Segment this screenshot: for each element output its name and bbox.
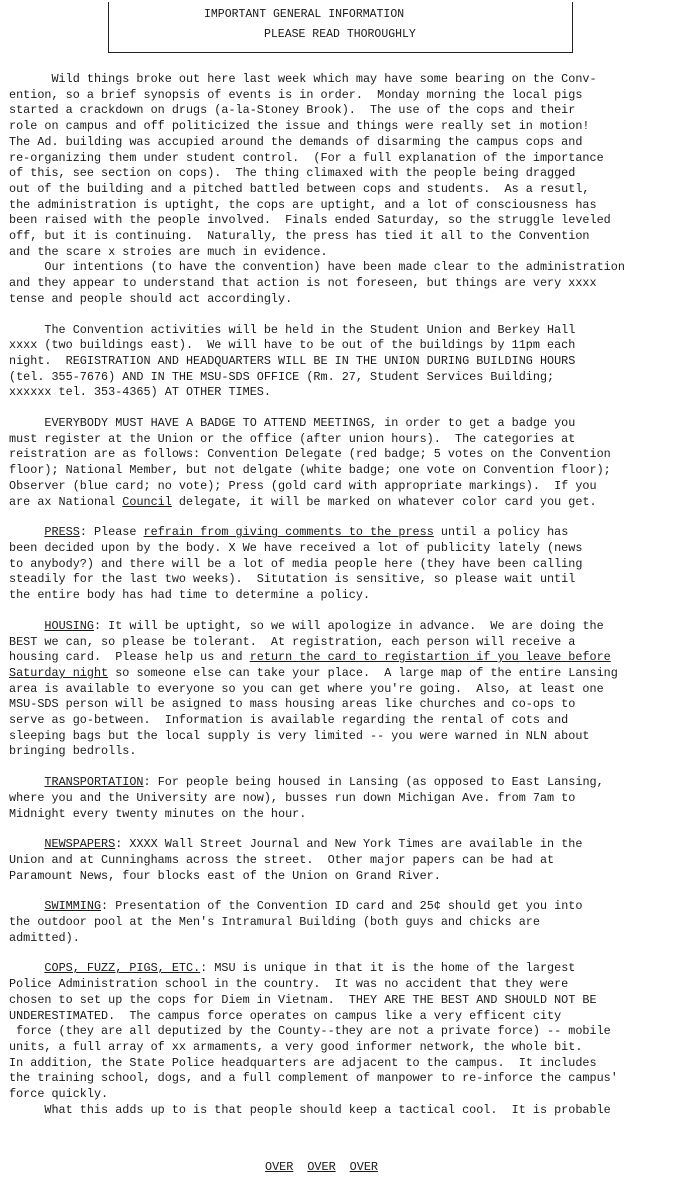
text-line: of this, see section on cops). The thing climaxed with the people being dragged <box>9 166 576 181</box>
text-line: night. REGISTRATION AND HEADQUARTERS WILL BE IN THE UNION DURING BUILDING HOURS <box>9 353 576 368</box>
housing-underlined-2: Saturday night <box>9 665 109 680</box>
transportation-section <box>9 775 693 822</box>
text-line: force quickly. <box>9 1087 109 1102</box>
text-line: Midnight every twenty minutes on the hour. <box>9 806 307 821</box>
text-line: floor); National Member, but not delgate (white badge; one vote on Convention floor); <box>9 463 611 478</box>
text-line: steadily for the last two weeks). Situtation is sensitive, so please wait until <box>9 572 576 587</box>
text-line: In addition, the State Police headquarters are adjacent to the campus. It includes <box>9 1055 597 1070</box>
text-line: What this adds up to is that people should keep a tactical cool. It is probable <box>9 1102 611 1117</box>
text-fragment: : XXXX Wall Street Journal and New York Times are available in the <box>115 837 583 852</box>
text-line: re-organizing them under student control. (For a full explanation of the importance <box>9 150 604 165</box>
text-line: Observer (blue card; no vote); Press (gold card with appropriate markings). If you <box>9 478 597 493</box>
housing-underlined: return the card to registartion if you leave before <box>249 650 611 665</box>
text-line <box>9 961 693 977</box>
text-line: serve as go-between. Information is available regarding the rental of cots and <box>9 713 569 728</box>
text-line: bringing bedrolls. <box>9 744 137 759</box>
text-line: been raised with the people involved. Finals ended Saturday, so the struggle leveled <box>9 213 611 228</box>
text-line: role on campus and off politicized the issue and things were really set in motion! <box>9 119 590 134</box>
text-line: the training school, dogs, and a full complement of manpower to re-inforce the campus' <box>9 1071 618 1086</box>
text-fragment: : Please <box>79 525 144 540</box>
text-line: admitted). <box>9 930 80 945</box>
intro-section <box>9 72 693 308</box>
text-line: sleeping bags but the local supply is very limited -- you were warned in NLN about <box>9 728 590 743</box>
text-fragment: : MSU is unique in that it is the home of the largest <box>200 961 576 976</box>
text-line: Union and at Cunninghams across the street. Other major papers can be had at <box>9 852 555 867</box>
text-fragment: until a policy has <box>433 525 569 540</box>
convention-section <box>9 323 693 402</box>
over-label: OVER <box>349 1160 378 1174</box>
text-line: Wild things broke out here last week which may have some bearing on the Conv- <box>9 72 597 86</box>
newspapers-section <box>9 837 693 884</box>
text-line: to anybody?) and there will be a lot of media people here (they have been calling <box>9 556 583 571</box>
text-line: The Ad. building was accupied around the demands of disarming the campus cops and <box>9 134 583 149</box>
text-line: reistration are as follows: Convention Delegate (red badge; 5 votes on the Convention <box>9 447 611 462</box>
transportation-heading: TRANSPORTATION <box>44 775 144 790</box>
press-section <box>9 525 693 604</box>
text-line: (tel. 355-7676) AND IN THE MSU-SDS OFFICE (Rm. 27, Student Services Building; <box>9 369 555 384</box>
text-line: units, a full array of xx armaments, a very good informer network, the whole bit. <box>9 1039 583 1054</box>
council-underlined: Council <box>122 494 172 509</box>
text-line: Police Administration school in the country. It was no accident that they were <box>9 977 569 992</box>
text-line: and they appear to understand that action is not foreseen, but things are very xxxx <box>9 276 597 291</box>
text-fragment: : It will be uptight, so we will apologize in advance. We are doing the <box>93 618 604 633</box>
header-subtitle: PLEASE READ THOROUGHLY <box>264 28 416 41</box>
text-line <box>9 837 693 853</box>
text-line: MSU-SDS person will be asigned to mass housing areas like churches and co-ops to <box>9 697 576 712</box>
text-fragment: : Presentation of the Convention ID card and 25¢ should get you into <box>101 899 583 914</box>
text-line: Paramount News, four blocks east of the Union on Grand River. <box>9 868 441 883</box>
text-line: where you and the University are now), busses run down Michigan Ave. from 7am to <box>9 790 576 805</box>
text-line <box>9 619 693 635</box>
text-line: force (they are all deputized by the County--they are not a private force) -- mobile <box>9 1024 611 1039</box>
text-fragment: housing card. Please help us and <box>9 650 250 665</box>
text-line: The Convention activities will be held in the Student Union and Berkey Hall <box>9 322 576 337</box>
press-underlined: refrain from giving comments to the press <box>143 525 434 540</box>
swimming-heading: SWIMMING <box>44 899 102 914</box>
text-line: UNDERESTIMATED. The campus force operates on campus like a very efficent city <box>9 1008 562 1023</box>
housing-section <box>9 619 693 760</box>
text-line <box>9 525 693 541</box>
badge-section <box>9 416 693 510</box>
text-fragment: : For people being housed in Lansing (as opposed to East Lansing, <box>143 775 604 790</box>
text-line <box>9 666 693 682</box>
cops-section <box>9 961 693 1118</box>
text-line <box>9 495 693 511</box>
footer-over-markers <box>265 1160 392 1176</box>
text-line: the entire body has had time to determine a policy. <box>9 588 371 603</box>
over-label: OVER <box>265 1160 294 1174</box>
text-line <box>9 775 693 791</box>
text-line: been decided upon by the body. X We have received a lot of publicity lately (news <box>9 540 583 555</box>
text-fragment: delegate, it will be marked on whatever color card you get. <box>171 494 597 509</box>
text-line: and the scare x stroies are much in evidence. <box>9 244 328 259</box>
text-line: off, but it is continuing. Naturally, the press has tied it all to the Convention <box>9 229 590 244</box>
text-line: Our intentions (to have the convention) have been made clear to the administration <box>9 260 625 275</box>
text-line: xxxx (two buildings east). We will have to be out of the buildings by 11pm each <box>9 338 576 353</box>
text-line: chosen to set up the cops for Diem in Vietnam. THEY ARE THE BEST AND SHOULD NOT BE <box>9 992 597 1007</box>
over-label: OVER <box>307 1160 336 1174</box>
text-line: tense and people should act accordingly. <box>9 291 293 306</box>
document-body <box>9 72 693 1118</box>
text-line: the administration is uptight, the cops are uptight, and a lot of consciousness has <box>9 197 597 212</box>
header-box <box>108 2 573 53</box>
text-fragment: are ax National <box>9 494 123 509</box>
text-line: ention, so a brief synopsis of events is in order. Monday morning the local pigs <box>9 87 583 102</box>
text-line: BEST we can, so please be tolerant. At registration, each person will receive a <box>9 634 576 649</box>
text-line: must register at the Union or the office (after union hours). The categories at <box>9 431 576 446</box>
housing-heading: HOUSING <box>44 618 94 633</box>
text-line <box>9 899 693 915</box>
text-line: EVERYBODY MUST HAVE A BADGE TO ATTEND MEETINGS, in order to get a badge you <box>9 416 576 431</box>
cops-heading: COPS, FUZZ, PIGS, ETC. <box>44 961 201 976</box>
text-line: the outdoor pool at the Men's Intramural Building (both guys and chicks are <box>9 915 540 930</box>
press-heading: PRESS <box>44 525 80 540</box>
swimming-section <box>9 899 693 946</box>
text-line: out of the building and a pitched battled between cops and students. As a resutl, <box>9 181 590 196</box>
text-line: area is available to everyone so you can get where you're going. Also, at least one <box>9 681 604 696</box>
text-line: xxxxxx tel. 353-4365) AT OTHER TIMES. <box>9 385 271 400</box>
newspapers-heading: NEWSPAPERS <box>44 837 116 852</box>
text-line: started a crackdown on drugs (a-la-Stoney Brook). The use of the cops and their <box>9 103 576 118</box>
text-fragment: so someone else can take your place. A large map of the entire Lansing <box>108 665 618 680</box>
text-line <box>9 650 693 666</box>
header-title: IMPORTANT GENERAL INFORMATION <box>204 8 405 21</box>
